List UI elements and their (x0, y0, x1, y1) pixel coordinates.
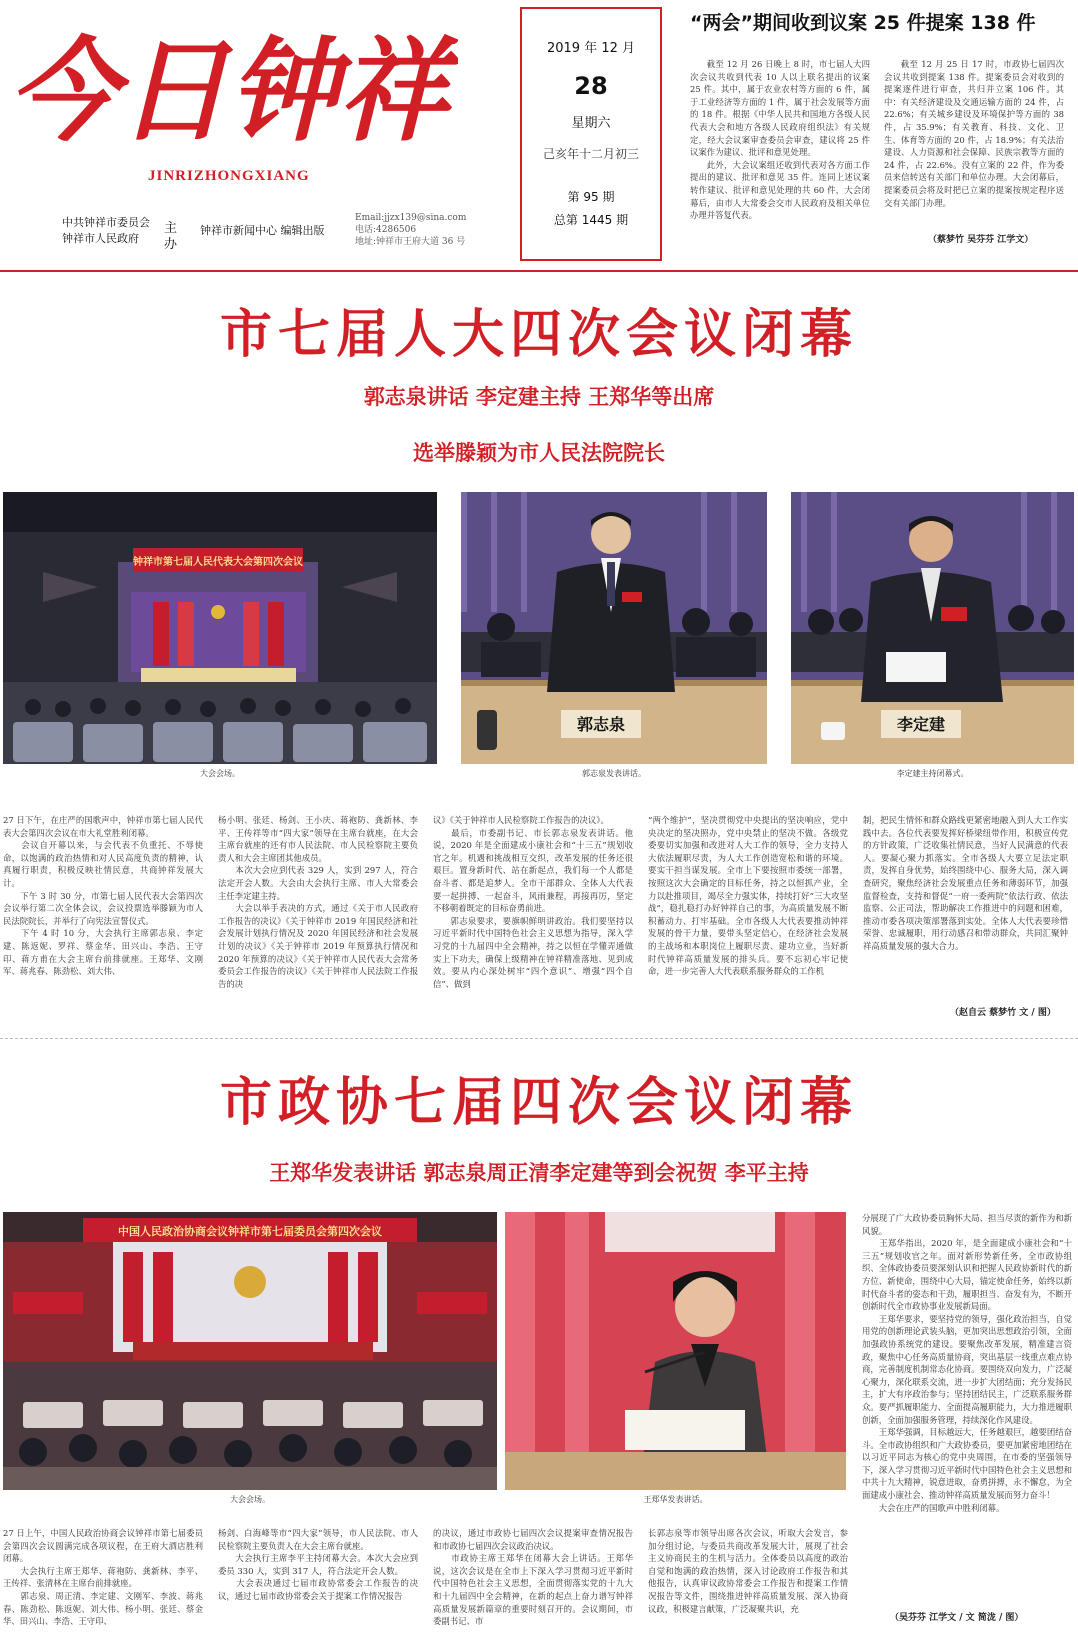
story1-column-1: 27 日下午，在庄严的国歌声中，钟祥市第七届人民代表大会第四次会议在市大礼堂胜利闭幕。 会议自开幕以来，与会代表不负重托、不辱使命，以饱满的政治热情和对人民高度负责的精神，认真履行职责，积极反映社情民意，共商钟祥发展大计。 下午 3 时 30 分，市第七届人民代表大会第四次会议举行第二次全体会议，会议投票选举滕颖为市人民法院院长，并举行了向宪法宣誓仪式。 下午 4 时 10 分，大会执行主席郭志泉、李定建、陈返妮、罗祥、蔡金华、田兴山、李浩、王守印、蒋方甫在大会主席台前排就座。王郑华、文刚军、蒋兆春、陈劲松、刘大伟、 (3, 815, 203, 977)
publisher: 钟祥市新闻中心 编辑出版 (200, 224, 325, 237)
story1-column-2: 杨小明、张廷、杨剑、王小庆、蒋袍防、龚新林、李平、王传祥等市“四大家”领导在主席台就座，在大会主席台就座的还有市人民法院、市人民检察院主要负责人和大会主席团其他成员。 本次大会应到代表 329 人，实到 297 人，符合法定开会人数。大会由大会执行主席、市人大常委会主任李定建主持。 大会以举手表决的方式，通过《关于市人民政府工作报告的决议》《关于钟祥市 2019 年国民经济和社会发展计划执行情况及 2020 年国民经济和社会发展计划的决议》《关于钟祥市 2019 年预算执行情况和 2020 年预算的决议》《关于钟祥市人民代表大会常务委员会工作报告的决议》《关于钟祥市人民法院工作报告的决 (218, 815, 418, 989)
top-story-col-1 (690, 58, 870, 222)
story2-subheadline: 王郑华发表讲话 郭志泉周正清李定建等到会祝贺 李平主持 (269, 1161, 809, 1185)
story1-subheadline-2: 选举滕颖为市人民法院院长 (413, 441, 665, 465)
story1-subheadline: 郭志泉讲话 李定建主持 王郑华等出席 (363, 385, 715, 409)
caption-wang-zhenghua: 王郑华发表讲话。 (643, 1495, 708, 1504)
masthead-rule (0, 270, 1078, 272)
caption-li-dingjian: 李定建主持闭幕式。 (896, 769, 969, 778)
story1-column-3: 议》《关于钟祥市人民检察院工作报告的决议》。 最后，市委副书记、市长郭志泉发表讲话。他说，2020 年是全面建成小康社会和“十三五”规划收官之年。机遇和挑战相互交织，改革发展的任务还很艰巨。置身新时代、站在新起点，我们每一个人都是奋斗者、都是追梦人。全市干部群众、全体人大代表要一起拼搏、一起奋斗，风雨兼程，再接再厉，坚定不移朝着既定的目标奋勇前进。 郭志泉要求，要旗帜鲜明讲政治。我们要坚持以习近平新时代中国特色社会主义思想为指导，深入学习党的十九届四中全会精神，持之以恒在学懂弄通做实上下功夫，确保上级精神在钟祥精准落地、见到成效。要从内心深处树牢“四个意识”、增强“四个自信”、做到 (433, 815, 633, 989)
sponsor-block (62, 215, 178, 252)
top-story-para-1: 截至 12 月 26 日晚上 8 时，市七届人大四次会议共收到代表 10 人以上联名提出的议案 25 件。其中，属于农业农村等方面的 6 件，属于工业经济等方面的 1 件，属于社会发展等方面的 18 件。根据《中华人民共和国地方各级人民代表大会和地方各级人民政府组织法》有关规定，经大会议案审查委员会审查，建议将 25 件议案作为建议、批评和意见处理。 (690, 59, 870, 158)
top-story-byline: （蔡梦竹 吴芬芬 江学文） (928, 235, 1034, 245)
top-story-para-2: 此外，大会议案组还收到代表对各方面工作提出的建议、批评和意见 35 件。连同上述议案转作建议、批评和意见处理的共 60 件，大会闭幕后，由市人大常委会交市人民政府及相关单位办理并答复代表。 (690, 159, 870, 221)
contact-phone: 电话:4286506 (355, 225, 417, 235)
logo-pinyin: JINRIZHONGXIANG (148, 168, 310, 184)
logo-calligraphy: 今日钟祥 (8, 26, 458, 157)
top-story-col-2 (884, 58, 1064, 209)
date-month: 2019 年 12 月 (546, 41, 636, 56)
contact-info (355, 212, 466, 248)
photo-guo-zhiquan (461, 492, 767, 764)
nameplate-guo: 郭志泉 (576, 715, 626, 734)
photo-congress-hall (3, 492, 437, 764)
sponsor-2: 钟祥市人民政府 (62, 232, 139, 245)
story2-column-2: 杨剑、白海峰等市“四大家”领导，市人民法院、市人民检察院主要负责人在大会主席台就座。 大会执行主席李平主持闭幕大会。本次大会应到委员 330 人，实到 317 人，符合法定开会人数。 大会表决通过七届市政协常委会工作报告的决议，通过七届市政协常委会关于提案工作情况报告 (218, 1528, 418, 1601)
photo-wang-zhenghua (505, 1212, 846, 1490)
story2-column-1: 27 日上午，中国人民政治协商会议钟祥市第七届委员会第四次会议圆满完成各项议程，在王府大酒店胜利闭幕。 大会执行主席王郑华、蒋袍防、龚新林、李平、王传祥、张清林在主席台前排就座。 郭志泉、周正清、李定建、文刚军、李波、蒋兆春、陈劲松、陈返妮、刘大伟、杨小明、张廷、蔡金华、田兴山、李浩、王守印、 (3, 1528, 203, 1627)
story1-column-5: 制，把民生情怀和群众路线更紧密地融入到人大工作实践中去。各位代表要发挥好桥梁纽带作用，积极宣传党的方针政策，广泛收集社情民意，当好人民满意的代表人。要凝心聚力抓落实。全市各级人大要立足法定职责，发挥自身优势，始终围绕中心、服务大局，深入调查研究，聚焦经济社会发展重点任务和薄弱环节，加强监督检查，支持和督促“一府一委两院”依法行政、依法监察、公正司法，帮助解决工作推进中的问题和困难，推动市委各项决策部署落到实处。全体人大代表要珍惜荣誉、忠诚履职，用行动感召和带动群众，共同汇聚钟祥高质量发展的强大合力。 (863, 815, 1068, 951)
top-story-headline: “两会”期间收到议案 25 件提案 138 件 (690, 12, 1036, 34)
date-box (520, 7, 662, 261)
hall-banner-text: 钟祥市第七届人民代表大会第四次会议 (133, 557, 303, 568)
contact-email: Email:jjzx139@sina.com (355, 213, 467, 223)
cppcc-banner-text: 中国人民政治协商会议钟祥市第七届委员会第四次会议 (118, 1225, 382, 1238)
total-issue: 总第 1445 期 (553, 213, 629, 227)
masthead-logo (8, 12, 458, 162)
contact-address: 地址:钟祥市王府大道 36 号 (355, 237, 466, 247)
issue-number: 第 95 期 (567, 190, 615, 204)
caption-congress-hall: 大会会场。 (200, 769, 240, 778)
caption-cppcc-hall: 大会会场。 (230, 1495, 270, 1504)
sponsor-role: 主办 (164, 221, 178, 252)
story1-byline: （赵自云 蔡梦竹 文 / 图） (950, 1008, 1056, 1018)
story2-column-3: 的决议，通过市政协七届四次会议提案审查情况报告和市政协七届四次会议政治决议。 市政协主席王郑华在闭幕大会上讲话。王郑华说，这次会议是在全市上下深入学习贯彻习近平新时代中国特色社会主义思想，全面贯彻落实党的十九大和十九届四中全会精神，在新的起点上奋力谱写钟祥高质量发展新篇章的重要时刻召开的。会议期间，市委副书记、市 (433, 1528, 633, 1627)
story2-column-5: 分展现了广大政协委员胸怀大局、担当尽责的新作为和新风貌。 王郑华指出，2020 年，是全面建成小康社会和“十三五”规划收官之年。面对新形势新任务，全市政协组织、全体政协委员要深刻认识和把握人民政协新时代的新方位、新使命，围绕中心大局，锚定使命任务，始终以新时代奋斗者的姿态和干劲，履职担当、奋发有为，不断开创新时代全市政协事业发展新局面。 王郑华要求，要坚持党的领导，强化政治担当，自觉用党的创新理论武装头脑，更加突出思想政治引领，全面加强政协系统党的建设。要聚焦改革发展，精准建言资政，聚焦中心任务高质量协商，突出基层一线重点难点协商，完善制度机制常态化协商。要围绕双向发力，广泛凝心聚力，深化联系交流，进一步扩大团结面；充分发扬民主，扩大有序政治参与；坚持团结民主，广泛联系服务群众。要严抓履职能力、全面提高履职能力，大力推进履职创新，全面加强服务管理，持续深化作风建设。 王郑华强调，目标越远大，任务越艰巨，越要团结奋斗。全市政协组织和广大政协委员，要更加紧密地团结在以习近平同志为核心的党中央周围，在市委的坚强领导下，深入学习贯彻习近平新时代中国特色社会主义思想和中共十九大精神，锐意进取，奋勇拼搏，永不懈怠，为全面建成小康社会、推动钟祥高质量发展而努力奋斗！ 大会在庄严的国歌声中胜利闭幕。 (862, 1213, 1072, 1513)
sponsor-1: 中共钟祥市委员会 (62, 216, 150, 229)
lunar-date: 己亥年十二月初三 (542, 147, 639, 161)
top-story-para-3: 截至 12 月 25 日 17 时，市政协七届四次会议共收到提案 138 件。提案委员会对收到的提案逐件进行审查，共归并立案 106 件。其中：有关经济建设及交通运输方面的 24 件，占 22.6%；有关城乡建设及环境保护等方面的 38 件，占 35.9%；有关教育、科技、文化、卫生、体育等方面的 20 件，占 18.9%；有关法治建设、人力资源和社会保障、民族宗教等方面的 24 件，占 22.6%。没有立案的 22 件，作为委员来信转送有关部门和单位办理。大会闭幕后，提案委员会将及时把已立案的提案按规定程序送交有关部门办理。 (884, 59, 1064, 208)
nameplate-li: 李定建 (896, 715, 946, 734)
caption-guo-zhiquan: 郭志泉发表讲话。 (582, 769, 646, 778)
section-divider (0, 1038, 1078, 1039)
story1-column-4: “两个维护”，坚决贯彻党中央提出的坚决响应，党中央决定的坚决照办，党中央禁止的坚决不做。各级党委要切实加强和改进对人大工作的领导，全力支持人大依法履职尽责，为人大工作创造宽松和谐的环境。要实干担当谋发展。全市上下要按照市委统一部署，按照这次大会确定的目标任务，持之以恒抓产业，全力以赴推项目，竭尽全力强实体，持续打好“三大攻坚战”，稳扎稳打办好钟祥自己的事，为高质量发展不断积蓄动力、打牢基础。全市各级人大代表要推动钟祥发展的骨干力量，要带头坚定信心，在经济社会发展的主战场和本职岗位上履职尽责、建功立业，当好新时代钟祥高质量发展的排头兵。要不忘初心牢记使命，进一步完善人大代表联系服务群众的工作机 (648, 815, 848, 977)
photo-cppcc-hall (3, 1212, 497, 1490)
date-day: 28 (574, 72, 608, 100)
weekday: 星期六 (571, 116, 611, 131)
story1-headline: 市七届人大四次会议闭幕 (219, 305, 858, 365)
story2-byline: （吴芬芬 江学文 / 文 简泷 / 图） (890, 1613, 1024, 1623)
photo-li-dingjian (791, 492, 1074, 764)
story2-headline: 市政协七届四次会议闭幕 (219, 1073, 858, 1133)
story2-column-4: 长郭志泉等市领导出席各次会议，听取大会发言，参加分组讨论，与委员共商改革发展大计，展现了社会主义协商民主的生机与活力。全体委员以高度的政治自觉和饱满的政治热情，深入讨论政府工作报告和其他报告，认真审议政协常委会工作报告和提案工作情况报告等文件，围绕推进钟祥高质量发展、深入协商议政，积极建言献策，广泛凝聚共识，充 (648, 1528, 848, 1614)
